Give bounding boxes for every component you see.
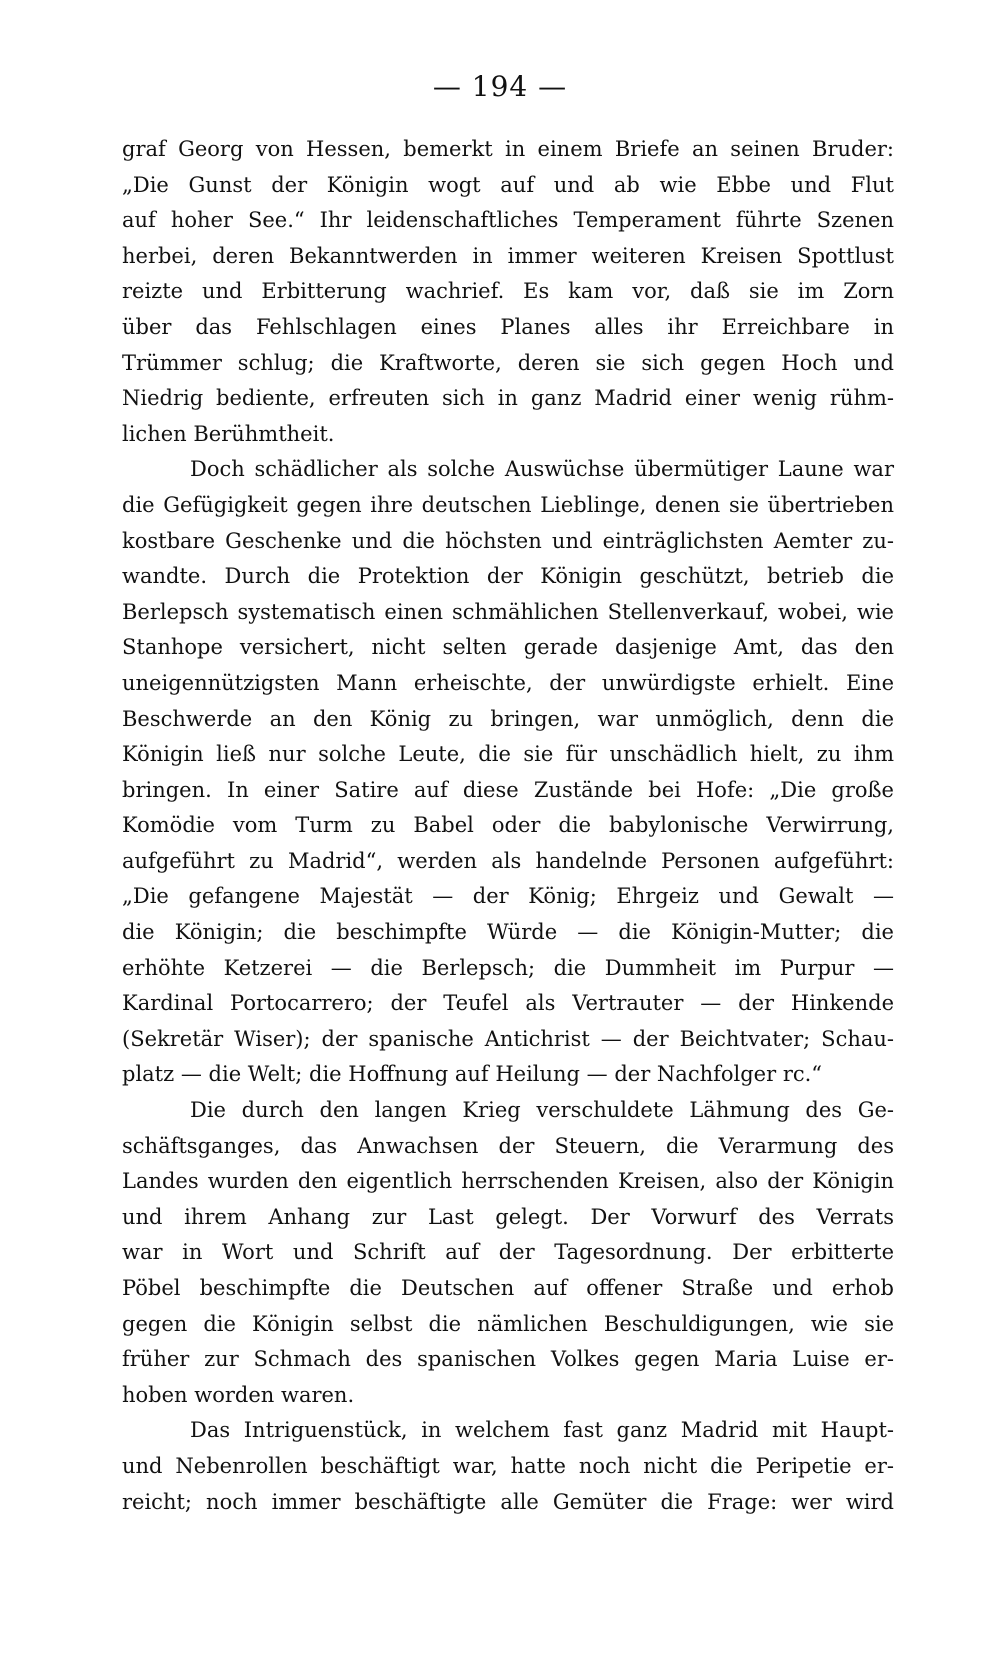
text-line: reicht; noch immer beschäftigte alle Gemüter die Frage: wer wird [122,1489,894,1514]
text-line: Trümmer schlug; die Kraftworte, deren sie sich gegen Hoch und [122,350,894,375]
text-line: Landes wurden den eigentlich herrschenden Kreisen, also der Königin [122,1169,894,1194]
text-line: über das Fehlschlagen eines Planes alles ihr Erreichbare in [122,314,894,339]
text-line: aufgeführt zu Madrid“, werden als handelnde Personen aufgeführt: [122,848,894,873]
text-line: auf hoher See.“ Ihr leidenschaftliches Temperament führte Szenen [122,208,894,233]
text-line: Die durch den langen Krieg verschuldete Lähmung des Ge- [190,1098,894,1123]
text-line: schäftsganges, das Anwachsen der Steuern, die Verarmung des [122,1133,894,1158]
text-line: hoben worden waren. [122,1382,355,1407]
text-line: kostbare Geschenke und die höchsten und einträglichsten Aemter zu- [122,528,894,553]
text-line: Kardinal Portocarrero; der Teufel als Vertrauter — der Hinkende [122,991,894,1016]
text-line: Berlepsch systematisch einen schmählichen Stellenverkauf, wobei, wie [122,599,894,624]
paragraph [122,452,894,1093]
text-line: wandte. Durch die Protektion der Königin geschützt, betrieb die [122,564,894,589]
text-line: graf Georg von Hessen, bemerkt in einem Briefe an seinen Bruder: [122,137,894,161]
paragraph [122,1413,894,1520]
text-line: herbei, deren Bekanntwerden in immer weiteren Kreisen Spottlust [122,243,894,268]
text-line: (Sekretär Wiser); der spanische Antichrist — der Beichtvater; Schau- [122,1026,894,1051]
text-line: „Die gefangene Majestät — der König; Ehrgeiz und Gewalt — [122,884,894,909]
text-line: Doch schädlicher als solche Auswüchse übermütiger Laune war [190,457,894,482]
paragraph [122,132,894,452]
paragraph [122,1093,894,1413]
text-line: uneigennützigsten Mann erheischte, der unwürdigste erhielt. Eine [122,670,894,695]
text-line: früher zur Schmach des spanischen Volkes gegen Maria Luise er- [122,1347,894,1372]
text-line: Komödie vom Turm zu Babel oder die babylonische Verwirrung, [122,813,894,838]
text-line: und Nebenrollen beschäftigt war, hatte noch nicht die Peripetie er- [122,1453,894,1478]
text-line: „Die Gunst der Königin wogt auf und ab wie Ebbe und Flut [122,172,894,197]
page-number: — 194 — [432,70,568,103]
text-line: erhöhte Ketzerei — die Berlepsch; die Dummheit im Purpur — [122,955,894,980]
text-line: reizte und Erbitterung wachrief. Es kam vor, daß sie im Zorn [122,279,894,304]
text-line: Pöbel beschimpfte die Deutschen auf offener Straße und erhob [122,1276,894,1300]
text-line: platz — die Welt; die Hoffnung auf Heilung — der Nachfolger rc.“ [122,1062,823,1087]
text-line: die Gefügigkeit gegen ihre deutschen Lieblinge, denen sie übertrieben [122,492,894,517]
text-line: bringen. In einer Satire auf diese Zustände bei Hofe: „Die große [122,777,894,802]
text-line: gegen die Königin selbst die nämlichen Beschuldigungen, wie sie [122,1311,894,1336]
text-line: und ihrem Anhang zur Last gelegt. Der Vorwurf des Verrats [122,1204,894,1229]
text-line: Das Intriguenstück, in welchem fast ganz Madrid mit Haupt- [190,1418,894,1443]
text-line: war in Wort und Schrift auf der Tagesordnung. Der erbitterte [122,1240,894,1265]
text-line: Stanhope versichert, nicht selten gerade dasjenige Amt, das den [122,635,894,660]
body-text [122,132,894,1520]
text-line: Königin ließ nur solche Leute, die sie für unschädlich hielt, zu ihm [122,742,894,767]
text-line: Beschwerde an den König zu bringen, war unmöglich, denn die [122,706,894,731]
text-line: Niedrig bediente, erfreuten sich in ganz Madrid einer wenig rühm- [122,386,894,411]
text-line: lichen Berühmtheit. [122,421,335,446]
text-line: die Königin; die beschimpfte Würde — die Königin-Mutter; die [122,920,894,945]
